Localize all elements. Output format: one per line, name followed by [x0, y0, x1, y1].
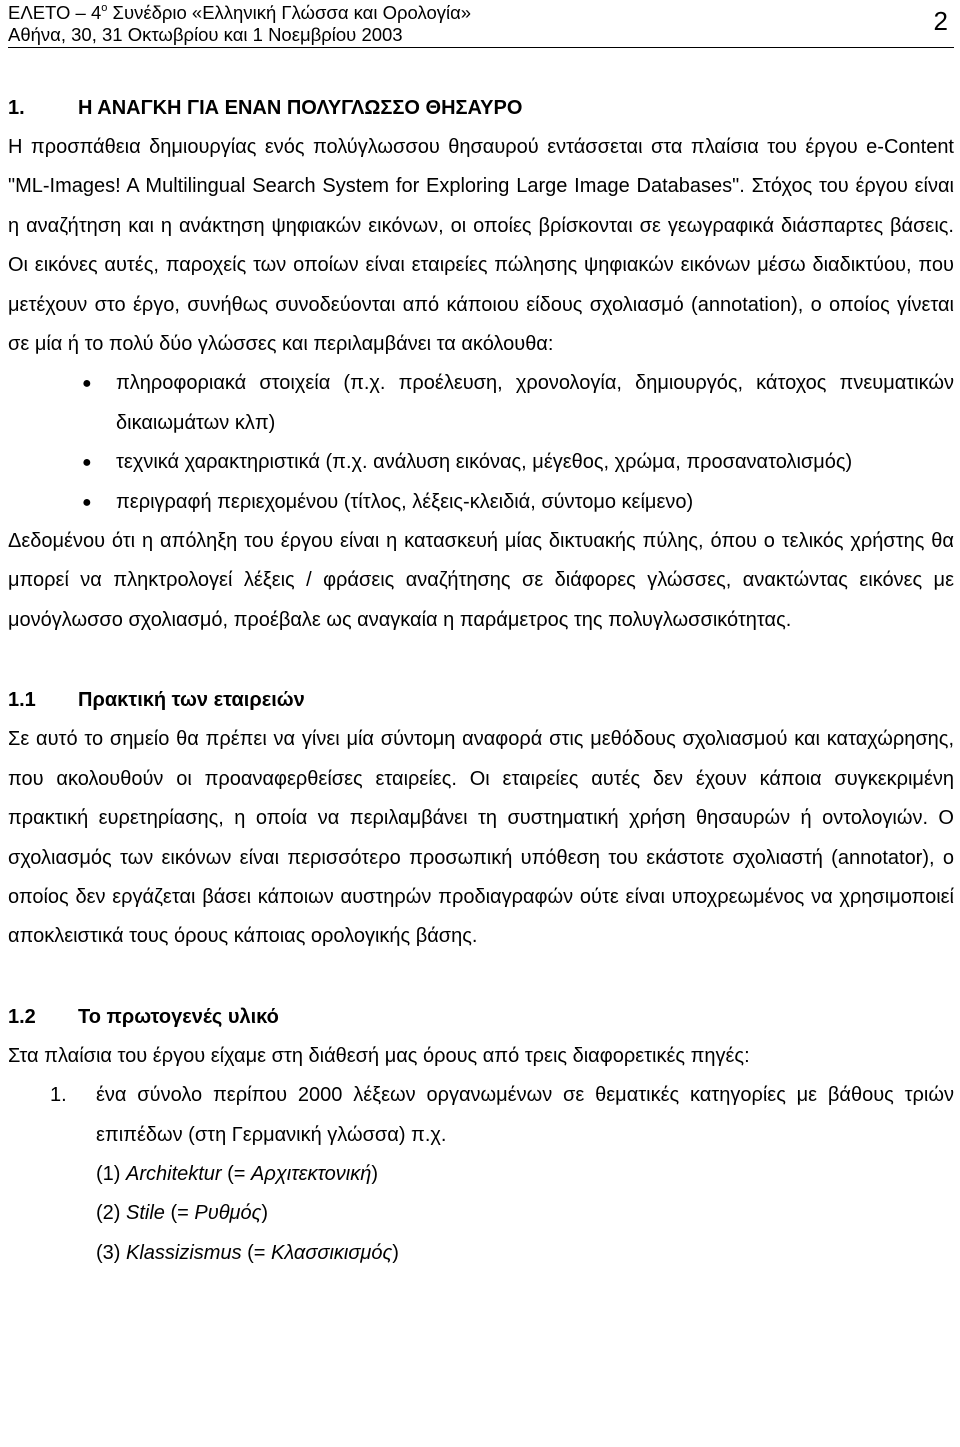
example-close: ) [392, 1241, 399, 1264]
bullet-item [8, 443, 954, 482]
example-number: (1) [96, 1162, 126, 1185]
example-greek-term: Ρυθμός [194, 1202, 262, 1225]
section-title: Η ΑΝΑΓΚΗ ΓΙΑ ΕΝΑΝ ΠΟΛΥΓΛΩΣΣΟ ΘΗΣΑΥΡΟ [78, 97, 523, 119]
section-heading-1-2 [8, 997, 954, 1037]
example-list [8, 1155, 954, 1273]
paragraph-sources-intro: Στα πλαίσια του έργου είχαμε στη διάθεσή μας όρους από τρεις διαφορετικές πηγές: [8, 1044, 750, 1067]
example-close: ) [261, 1202, 269, 1225]
example-close: ) [371, 1162, 379, 1185]
document-page [8, 0, 954, 1273]
section-number: 1.1 [8, 689, 36, 712]
example-german-term: Stile [126, 1202, 165, 1225]
example-number: (2) [96, 1202, 126, 1225]
header-rule [8, 47, 954, 48]
page-number: 2 [933, 6, 948, 36]
example-equals: (= [241, 1241, 272, 1264]
bullet-item [8, 483, 954, 522]
bullet-icon: ● [82, 493, 92, 511]
header-conference-title: Συνέδριο «Ελληνική Γλώσσα και Ορολογία» [107, 2, 472, 23]
bullet-icon: ● [82, 454, 92, 472]
header-conference-prefix: ΕΛΕΤΟ – 4 [8, 2, 102, 23]
paragraph-company-practice: Σε αυτό το σημείο θα πρέπει να γίνει μία σύντομη αναφορά στις μεθόδους σχολιασμού και καταχώρησης, που ακολουθούν οι προαναφερθείσες εταιρείες. Οι εταιρείες αυτές δεν έχουν κάποια συγκεκριμένη πρακτική ευρετηρίασης, η οποία να περιλαμβάνει τη συστηματική χρήση θησαυρών ή οντολογιών. Ο σχολιασμός των εικόνων είναι περισσότερο προσωπική υπόθεση του εκάστοτε σχολιαστή (annotator), ο οποίος δεν εργάζεται βάσει κάποιων αυστηρών προδιαγραφών ούτε είναι υποχρεωμένος να χρησιμοποιεί αποκλειστικά τους όρους κάποιας ορολογικής βάσης. [8, 728, 954, 948]
header-date-line: Αθήνα, 30, 31 Οκτωβρίου και 1 Νοεμβρίου 2003 [8, 24, 403, 45]
item-number: 1. [50, 1084, 67, 1107]
section-number: 1.2 [8, 1005, 36, 1028]
bullet-text: πληροφοριακά στοιχεία (π.χ. προέλευση, χρονολογία, δημιουργός, κάτοχος πνευματικών δικαιωμάτων κλπ) [116, 372, 954, 434]
numbered-item [8, 1076, 954, 1155]
header-superscript: ο [101, 2, 108, 14]
bullet-item [8, 364, 954, 443]
example-greek-term: Κλασσικισμός [271, 1241, 393, 1264]
bullet-icon: ● [82, 375, 92, 393]
example-number: (3) [96, 1241, 126, 1264]
paragraph-multilinguality: Δεδομένου ότι η απόληξη του έργου είναι η κατασκευή μίας δικτυακής πύλης, όπου ο τελικός χρήστης θα μπορεί να πληκτρολογεί λέξεις / φράσεις αναζήτησης σε διάφορες γλώσσες, ανακτώντας εικόνες με μονόγλωσσο σχολιασμό, προέβαλε ως αναγκαία η παράμετρος της πολυγλωσσικότητας. [8, 530, 954, 631]
item-text: ένα σύνολο περίπου 2000 λέξεων οργανωμένων σε θεματικές κατηγορίες με βάθους τριών επιπέδων (στη Γερμανική γλώσσα) π.χ. [96, 1084, 954, 1146]
example-equals: (= [221, 1162, 252, 1185]
bullet-text: περιγραφή περιεχομένου (τίτλος, λέξεις-κλειδιά, σύντομο κείμενο) [116, 490, 694, 513]
header-conference-line [8, 2, 954, 24]
paragraph-intro: Η προσπάθεια δημιουργίας ενός πολύγλωσσου θησαυρού εντάσσεται στα πλαίσια του έργου e-Content "ML-Images! A Multilingual Search System for Exploring Large Image Databases". Στόχος του έργου είναι η αναζήτηση και η ανάκτηση ψηφιακών εικόνων, οι οποίες βρίσκονται σε γεωγραφικά διάσπαρτες βάσεις. Οι εικόνες αυτές, παροχείς των οποίων είναι εταιρείες πώλησης ψηφιακών εικόνων μέσω διαδικτύου, που μετέχουν στο έργο, συνήθως συνοδεύονται από κάποιου είδους σχολιασμό (annotation), ο οποίος γίνεται σε μία ή το πολύ δύο γλώσσες και περιλαμβάνει τα ακόλουθα: [8, 136, 954, 356]
example-item [8, 1194, 954, 1233]
section-number: 1. [8, 97, 25, 119]
page-header [8, 0, 954, 52]
example-item [8, 1234, 954, 1273]
bullet-list [8, 364, 954, 522]
section-title: Το πρωτογενές υλικό [78, 1005, 279, 1028]
numbered-list [8, 1076, 954, 1155]
bullet-text: τεχνικά χαρακτηριστικά (π.χ. ανάλυση εικόνας, μέγεθος, χρώμα, προσανατολισμός) [116, 451, 853, 474]
section-heading-1 [8, 88, 954, 128]
example-equals: (= [164, 1202, 195, 1225]
section-heading-1-1 [8, 680, 954, 720]
example-german-term: Klassizismus [126, 1241, 242, 1264]
section-title: Πρακτική των εταιρειών [78, 689, 305, 712]
example-greek-term: Αρχιτεκτονική [251, 1162, 372, 1185]
example-german-term: Architektur [126, 1162, 222, 1185]
example-item [8, 1155, 954, 1194]
